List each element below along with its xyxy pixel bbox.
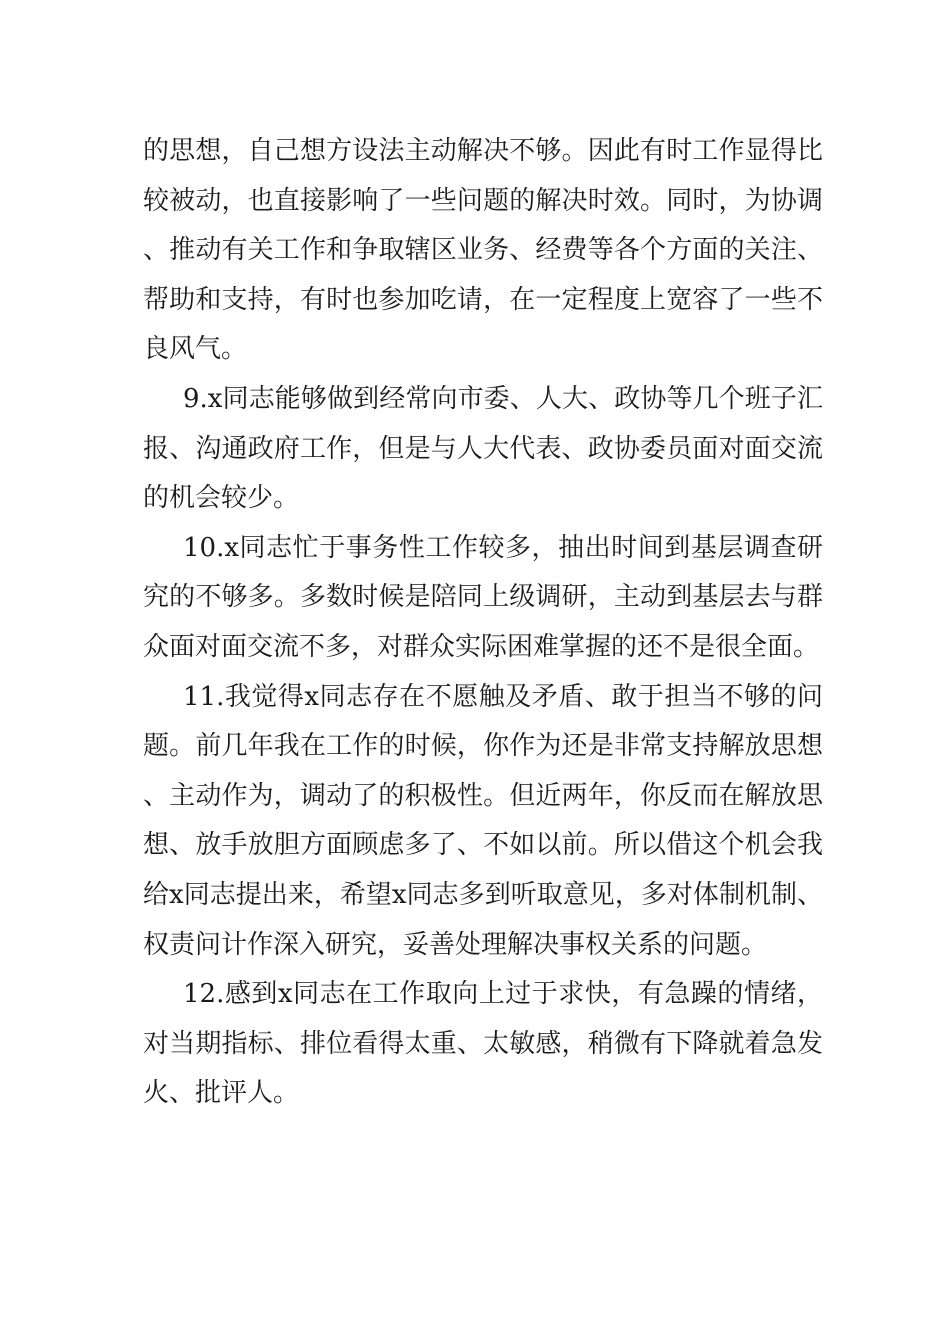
paragraph-item-9: 9.x同志能够做到经常向市委、人大、政协等几个班子汇报、沟通政府工作，但是与人大代表、政协委员面对面交流的机会较少。 (143, 383, 823, 514)
paragraph-item-10: 10.x同志忙于事务性工作较多，抽出时间到基层调查研究的不够多。多数时候是陪同上级调研，主动到基层去与群众面对面交流不多，对群众实际困难掌握的还不是很全面。 (143, 532, 823, 662)
paragraph-item-12: 12.感到x同志在工作取向上过于求快，有急躁的情绪，对当期指标、排位看得太重、太敏感，稍微有下降就着急发火、批评人。 (143, 979, 823, 1109)
paragraph-item-11: 11.我觉得x同志存在不愿触及矛盾、敢于担当不够的问题。前几年我在工作的时候，你作为还是非常支持解放思想、主动作为，调动了的积极性。但近两年，你反而在解放思想、放手放胆方面顾虑多了、不如以前。所以借这个机会我给x同志提出来，希望x同志多到听取意见，多对体制机制、权责问计作深入研究，妥善处理解决事权关系的问题。 (143, 681, 823, 960)
paragraph-continuation: 的思想，自己想方设法主动解决不够。因此有时工作显得比较被动，也直接影响了一些问题的解决时效。同时，为协调、推动有关工作和争取辖区业务、经费等各个方面的关注、帮助和支持，有时也参加吃请，在一定程度上宽容了一些不良风气。 (143, 136, 823, 365)
document-body (143, 127, 823, 1119)
